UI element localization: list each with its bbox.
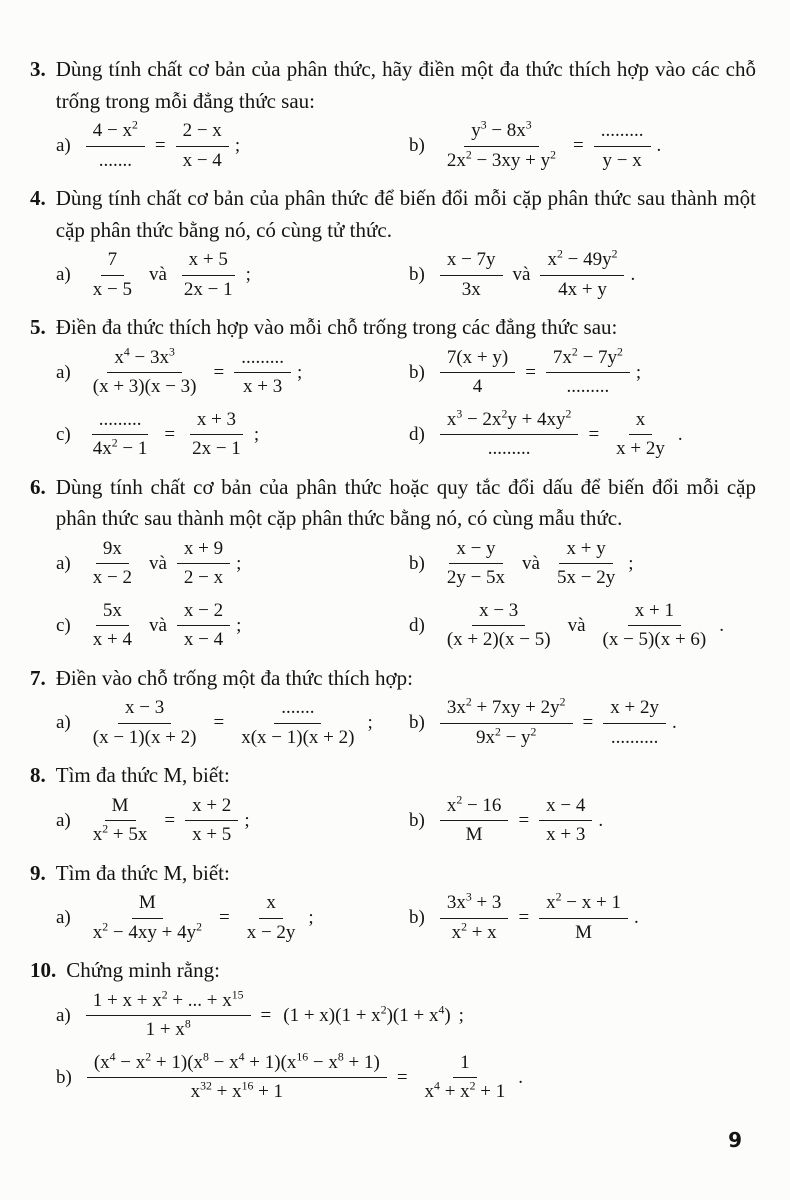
exercise-row [30, 987, 756, 1045]
fraction-denominator: 3x [461, 278, 481, 300]
item-label: b) [409, 361, 425, 383]
fraction-numerator: 7(x + y) [440, 347, 515, 373]
problem-statement: Điền đa thức thích hợp vào mỗi chỗ trống trong các đẳng thức sau: [55, 315, 618, 339]
fraction-numerator: x + 9 [177, 538, 230, 564]
fraction-numerator: M [105, 795, 136, 821]
fraction-denominator: x − 2 [92, 567, 132, 588]
fraction-denominator: y − x [602, 149, 642, 171]
fraction-denominator: (x + 2)(x − 5) [446, 629, 551, 650]
page-number: 9 [728, 1128, 742, 1152]
fraction [177, 249, 240, 301]
fraction-denominator: $x^{32} + x^{16} + 1$ [190, 1079, 284, 1102]
item-label: b) [409, 552, 425, 574]
fraction [440, 347, 515, 399]
fraction-numerator: 2 − x [176, 120, 229, 146]
problem-statement: Tìm đa thức M, biết: [55, 763, 230, 787]
exercise-item [30, 1049, 756, 1107]
exercise-row [30, 406, 756, 464]
fraction-numerator: x [259, 892, 283, 918]
problem-number: 6. [30, 474, 46, 499]
fraction-numerator: ......... [92, 409, 149, 435]
problem-number: 7. [30, 665, 46, 690]
item-label: d) [409, 614, 425, 636]
fraction-denominator: x(x − 1)(x + 2) [241, 726, 355, 748]
math-text: = [213, 712, 225, 733]
problem-number: 5. [30, 315, 46, 339]
punctuation: ; [308, 907, 314, 928]
item-label: c) [56, 614, 71, 636]
fraction-denominator: ....... [98, 149, 132, 171]
fraction-numerator: ......... [594, 120, 651, 146]
fraction-numerator: x − 2 [177, 600, 230, 626]
exercise-row [30, 792, 756, 850]
fraction-denominator: $9x^2 - y^2$ [475, 725, 537, 748]
fraction [86, 120, 145, 172]
exercise-item [393, 535, 756, 593]
punctuation: . [633, 907, 639, 928]
fraction-denominator: M [575, 921, 593, 943]
exercise-row [30, 117, 756, 175]
fraction-numerator: x [629, 409, 653, 435]
problem-5 [30, 312, 756, 464]
punctuation: . [656, 135, 662, 156]
fraction [440, 538, 512, 590]
problems [30, 54, 756, 1107]
fraction-numerator: $y^3 - 8x^3$ [464, 120, 539, 146]
punctuation: . [671, 712, 677, 733]
problem-6 [30, 472, 756, 655]
fraction-denominator: (x − 5)(x + 6) [602, 629, 707, 650]
fraction-denominator: x − 5 [92, 278, 132, 300]
exercise-item [30, 889, 393, 947]
punctuation: ; [458, 1004, 464, 1026]
punctuation: . [630, 264, 636, 285]
problem-4 [30, 183, 756, 304]
problem-statement: Điền vào chỗ trống một đa thức thích hợp: [55, 665, 413, 690]
math-text: và [148, 614, 167, 636]
fraction [596, 600, 714, 652]
fraction-denominator: $4x^2 - 1$ [92, 436, 148, 459]
fraction-denominator: 2x − 1 [183, 278, 233, 300]
math-text: = [525, 361, 536, 383]
fraction-numerator: $7x^2 - 7y^2$ [546, 347, 630, 373]
item-label: a) [56, 712, 71, 733]
punctuation: ; [244, 809, 250, 831]
fraction-denominator: x + 2y [616, 438, 665, 459]
fraction [440, 249, 503, 301]
fraction-numerator: $3x^2 + 7xy + 2y^2$ [440, 697, 573, 723]
exercise-item [393, 344, 756, 402]
problem-10 [30, 955, 756, 1107]
math-text: = [518, 907, 530, 928]
exercise-item [393, 597, 756, 655]
fraction [440, 697, 573, 749]
fraction-numerator: x − y [449, 538, 502, 564]
punctuation: ; [628, 552, 634, 574]
fraction [539, 795, 592, 847]
fraction-numerator: $(x^4 - x^2 + 1)(x^8 - x^4 + 1)(x^{16} - x^8 + 1)$ [87, 1052, 387, 1078]
fraction [177, 600, 230, 652]
item-label: b) [409, 907, 425, 928]
fraction-denominator: $x^4 + x^2 + 1$ [424, 1079, 506, 1102]
fraction-numerator: ....... [274, 697, 321, 723]
fraction-denominator: $1 + x^8$ [145, 1017, 191, 1040]
problem-statement: Dùng tính chất cơ bản của phân thức hoặc quy tắc đổi dấu để biến đổi mỗi cặp phân thức sau thành một cặp phân thức bằng nó, có cùng mẫu thức. [55, 474, 756, 530]
punctuation: ; [367, 712, 373, 733]
exercise-item [393, 246, 756, 304]
fraction [86, 347, 204, 399]
problem-number: 9. [30, 860, 46, 885]
math-text: = [164, 423, 176, 445]
fraction-numerator: x − 7y [440, 249, 503, 275]
punctuation: . [677, 423, 683, 445]
problem-statement: Chứng minh rằng: [66, 958, 220, 982]
item-label: a) [56, 907, 71, 928]
punctuation: ; [236, 614, 242, 636]
exercise-item [393, 694, 756, 752]
fraction-numerator: 9x [96, 538, 129, 564]
problem-number: 10. [30, 958, 57, 982]
exercise-item [30, 344, 393, 402]
exercise-item [393, 117, 756, 175]
fraction-numerator: x + 2y [603, 697, 666, 723]
fraction [440, 795, 509, 847]
exercise-row [30, 1049, 756, 1107]
item-label: a) [56, 552, 71, 574]
exercise-item [30, 117, 393, 175]
fraction-denominator: 2x − 1 [192, 438, 241, 459]
math-text: = [582, 712, 594, 733]
fraction [234, 697, 361, 749]
math-text: và [148, 264, 167, 285]
fraction [440, 120, 563, 172]
exercise-item [393, 889, 756, 947]
fraction-numerator: $x^2 - 49y^2$ [540, 249, 624, 275]
punctuation: ; [236, 552, 242, 574]
fraction [86, 538, 139, 590]
exercise-row [30, 344, 756, 402]
fraction [540, 249, 624, 301]
item-label: b) [409, 264, 425, 285]
punctuation: . [518, 1066, 524, 1088]
fraction [609, 409, 672, 461]
fraction-numerator: x − 3 [472, 600, 525, 626]
punctuation: . [719, 614, 725, 636]
fraction [185, 409, 248, 461]
item-label: b) [409, 135, 425, 156]
fraction [440, 409, 579, 461]
exercise-row [30, 597, 756, 655]
fraction [86, 249, 139, 301]
exercise-row [30, 535, 756, 593]
fraction-numerator: x − 4 [539, 795, 592, 821]
item-label: b) [409, 809, 425, 831]
fraction [234, 347, 291, 399]
problem-3 [30, 54, 756, 175]
item-label: a) [56, 1004, 71, 1026]
fraction-denominator: 5x − 2y [556, 567, 616, 588]
exercise-item [393, 406, 756, 464]
fraction-denominator: 4x + y [558, 278, 607, 300]
problem-header [30, 183, 756, 246]
problem-statement: Dùng tính chất cơ bản của phân thức, hãy điền một đa thức thích hợp vào các chỗ trống trong mỗi đẳng thức sau: [55, 57, 756, 113]
fraction [177, 538, 230, 590]
problem-header [30, 54, 756, 117]
fraction-numerator: $x^2 - x + 1$ [539, 892, 628, 918]
item-label: c) [56, 423, 71, 445]
fraction [594, 120, 651, 172]
fraction-numerator: 5x [96, 600, 129, 626]
fraction-numerator: $x^2 - 16$ [440, 795, 509, 821]
problem-header [30, 955, 756, 987]
fraction [440, 600, 558, 652]
fraction-numerator: 1 [453, 1052, 477, 1078]
exercise-item [30, 694, 393, 752]
exercise-item [393, 792, 756, 850]
problem-header [30, 312, 756, 344]
fraction-denominator: x + 5 [192, 824, 232, 845]
fraction-numerator: $x^4 - 3x^3$ [107, 347, 182, 373]
fraction-numerator: ......... [234, 347, 291, 373]
fraction-numerator: M [132, 892, 163, 918]
fraction-numerator: x + 1 [628, 600, 681, 626]
fraction-denominator: $x^2 - 4xy + 4y^2$ [92, 920, 202, 943]
fraction-denominator: x − 4 [183, 629, 224, 650]
fraction [240, 892, 303, 944]
fraction [550, 538, 622, 590]
problem-number: 3. [30, 57, 46, 81]
math-text: = [573, 135, 584, 156]
fraction-denominator: (x + 3)(x − 3) [92, 376, 197, 397]
math-text: và [522, 552, 540, 574]
fraction-numerator: x − 3 [118, 697, 171, 723]
item-label: a) [56, 135, 71, 156]
fraction [86, 697, 204, 749]
math-text: = [164, 809, 176, 831]
fraction-numerator: x + 5 [182, 249, 235, 275]
problem-header [30, 472, 756, 535]
exercise-row [30, 246, 756, 304]
punctuation: ; [253, 423, 260, 445]
math-text: = [396, 1066, 408, 1088]
punctuation: ; [635, 361, 642, 383]
math-text: $(1 + x)(1 + x^2)(1 + x^4)$ [283, 1003, 451, 1026]
exercise-item [30, 246, 393, 304]
fraction-numerator: x + y [559, 538, 612, 564]
fraction [86, 892, 209, 944]
item-label: b) [409, 712, 425, 733]
fraction [185, 795, 238, 847]
fraction [176, 120, 229, 172]
math-text: = [213, 361, 225, 383]
problem-statement: Tìm đa thức M, biết: [55, 860, 230, 885]
exercise-item [30, 406, 393, 464]
fraction-denominator: $x^2 + x$ [451, 920, 497, 943]
fraction [86, 409, 155, 461]
fraction [86, 990, 251, 1042]
math-text: và [567, 614, 586, 636]
problem-header [30, 663, 756, 695]
problem-9 [30, 858, 756, 948]
fraction-numerator: $3x^3 + 3$ [440, 892, 509, 918]
punctuation: ; [296, 361, 303, 383]
fraction-denominator: x + 3 [243, 376, 283, 397]
exercise-item [30, 597, 393, 655]
math-text: và [148, 552, 167, 574]
fraction-denominator: 2 − x [183, 567, 224, 588]
math-text: = [518, 809, 530, 831]
fraction [418, 1052, 513, 1104]
problem-statement: Dùng tính chất cơ bản của phân thức để biến đổi mỗi cặp phân thức sau thành một cặp phân thức bằng nó, có cùng tử thức. [55, 186, 756, 242]
math-text: = [154, 135, 166, 156]
exercise-row [30, 694, 756, 752]
item-label: d) [409, 423, 425, 445]
fraction-denominator: 4 [472, 376, 483, 397]
fraction-denominator: M [465, 824, 483, 845]
fraction-denominator: ......... [487, 438, 531, 459]
exercise-row [30, 889, 756, 947]
problem-number: 8. [30, 763, 46, 787]
item-label: a) [56, 361, 71, 383]
exercise-item [30, 987, 756, 1045]
problem-7 [30, 663, 756, 753]
item-label: a) [56, 809, 71, 831]
fraction-denominator: (x − 1)(x + 2) [92, 726, 197, 748]
fraction [546, 347, 630, 399]
fraction [87, 1052, 387, 1104]
math-text: và [512, 264, 531, 285]
fraction-denominator: x + 4 [92, 629, 132, 650]
fraction-denominator: .......... [610, 726, 659, 748]
fraction-denominator: $2x^2 - 3xy + y^2$ [446, 148, 557, 171]
fraction-numerator: $x^3 - 2x^2y + 4xy^2$ [440, 409, 579, 435]
fraction-denominator: $x^2 + 5x$ [92, 822, 148, 845]
fraction-numerator: $4 - x^2$ [86, 120, 145, 146]
punctuation: ; [234, 135, 241, 156]
fraction-denominator: x − 4 [182, 149, 222, 171]
fraction-numerator: x + 2 [185, 795, 238, 821]
fraction-numerator: $1 + x + x^2$ + ... + $x^{15}$ [86, 990, 251, 1016]
fraction-denominator: x + 3 [546, 824, 586, 845]
fraction [440, 892, 509, 944]
fraction-denominator: ......... [566, 376, 610, 397]
math-text: = [588, 423, 600, 445]
exercise-item [30, 535, 393, 593]
item-label: b) [56, 1066, 72, 1088]
fraction [539, 892, 628, 944]
math-text: = [260, 1004, 272, 1026]
fraction-denominator: 2y − 5x [446, 567, 506, 588]
fraction-numerator: x + 3 [190, 409, 243, 435]
exercise-item [30, 792, 393, 850]
item-label: a) [56, 264, 71, 285]
problem-number: 4. [30, 186, 46, 210]
fraction [86, 600, 139, 652]
fraction [86, 795, 155, 847]
math-text: = [218, 907, 230, 928]
fraction-denominator: x − 2y [246, 921, 296, 943]
punctuation: . [598, 809, 604, 831]
fraction-numerator: 7 [101, 249, 125, 275]
punctuation: ; [245, 264, 251, 285]
problem-header [30, 760, 756, 792]
fraction [603, 697, 666, 749]
problem-header [30, 858, 756, 890]
problem-8 [30, 760, 756, 850]
